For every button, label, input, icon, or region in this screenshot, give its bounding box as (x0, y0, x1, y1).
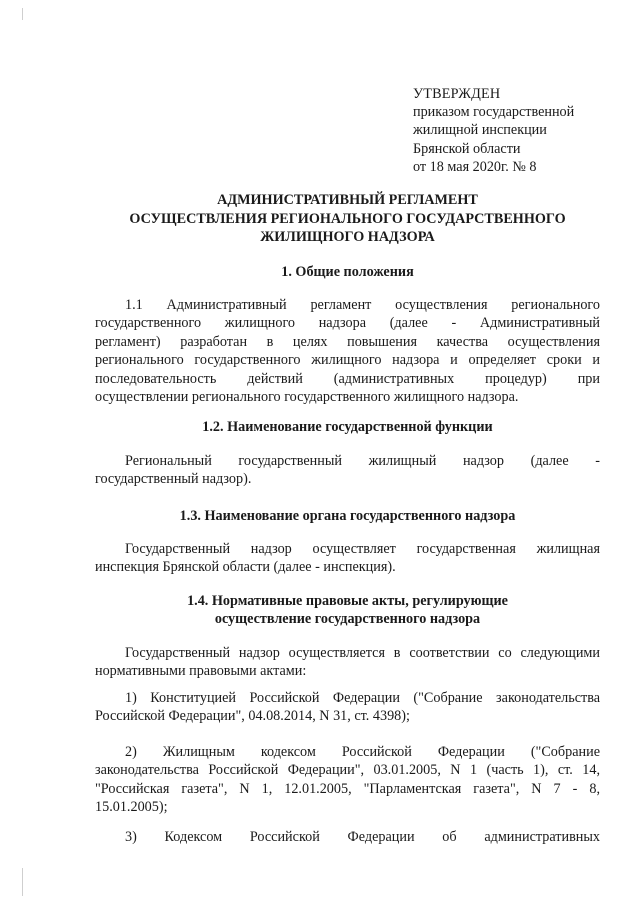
paragraph-line: "Российская газета", N 1, 12.01.2005, "Парламентская газета", N 7 - 8, (95, 780, 600, 797)
section-heading-line: 1. Общие положения (281, 264, 414, 280)
paragraph-line: осуществлении регионального государственного жилищного надзора. (95, 389, 519, 406)
approval-block (413, 85, 574, 176)
paragraph-line: инспекция Брянской области (далее - инспекция). (95, 559, 396, 576)
section-heading (95, 507, 600, 525)
scan-edge-mark (22, 868, 23, 896)
paragraph-line: государственного жилищного надзора (далее - Административный (95, 315, 600, 332)
paragraph-line: последовательность действий (административных процедур) при (95, 370, 600, 387)
paragraph-line: 2) Жилищным кодексом Российской Федерации ("Собрание (125, 744, 600, 760)
paragraph-line: 15.01.2005); (95, 799, 168, 816)
paragraph-line: Российской Федерации", 04.08.2014, N 31, ст. 4398); (95, 708, 410, 725)
paragraph-line: Государственный надзор осуществляется в соответствии со следующими (125, 645, 600, 661)
scan-edge-mark (22, 8, 23, 20)
list-item (95, 689, 600, 726)
paragraph (95, 452, 600, 489)
paragraph (95, 296, 600, 406)
section-heading (95, 592, 600, 629)
document-title (95, 191, 600, 247)
paragraph-line: Государственный надзор осуществляет государственная жилищная (125, 541, 600, 557)
approval-line: Брянской области (413, 140, 521, 157)
paragraph-line: 1) Конституцией Российской Федерации ("Собрание законодательства (125, 690, 600, 706)
paragraph (95, 644, 600, 681)
paragraph-line: 3) Кодексом Российской Федерации об административных (125, 829, 600, 845)
list-item (95, 828, 600, 846)
paragraph-line: законодательства Российской Федерации", 03.01.2005, N 1 (часть 1), ст. 14, (95, 762, 600, 779)
paragraph-line: государственный надзор). (95, 471, 252, 488)
section-heading-line: осуществление государственного надзора (214, 611, 481, 628)
approval-line: от 18 мая 2020г. № 8 (413, 158, 537, 175)
paragraph-line: нормативными правовыми актами: (95, 663, 307, 680)
section-heading-line: 1.4. Нормативные правовые акты, регулирующие (187, 593, 508, 609)
section-heading (95, 263, 600, 281)
paragraph (95, 540, 600, 577)
approval-line: приказом государственной (413, 104, 575, 121)
document-title-line: ЖИЛИЩНОГО НАДЗОРА (260, 229, 435, 246)
paragraph-line: регламент) разработан в целях повышения качества осуществления (95, 333, 600, 350)
paragraph-line: Региональный государственный жилищный надзор (далее - (125, 453, 600, 469)
document-title-line: ОСУЩЕСТВЛЕНИЯ РЕГИОНАЛЬНОГО ГОСУДАРСТВЕННОГО (129, 210, 566, 227)
section-heading-line: 1.2. Наименование государственной функции (202, 419, 493, 435)
paragraph-line: 1.1 Административный регламент осуществления регионального (125, 297, 600, 313)
paragraph-line: регионального государственного жилищного надзора и определяет сроки и (95, 352, 600, 369)
section-heading (95, 418, 600, 436)
approval-title: УТВЕРЖДЕН (413, 86, 501, 102)
document-title-line: АДМИНИСТРАТИВНЫЙ РЕГЛАМЕНТ (217, 192, 478, 208)
approval-line: жилищной инспекции (413, 122, 547, 139)
list-item (95, 743, 600, 817)
section-heading-line: 1.3. Наименование органа государственного надзора (179, 508, 516, 524)
